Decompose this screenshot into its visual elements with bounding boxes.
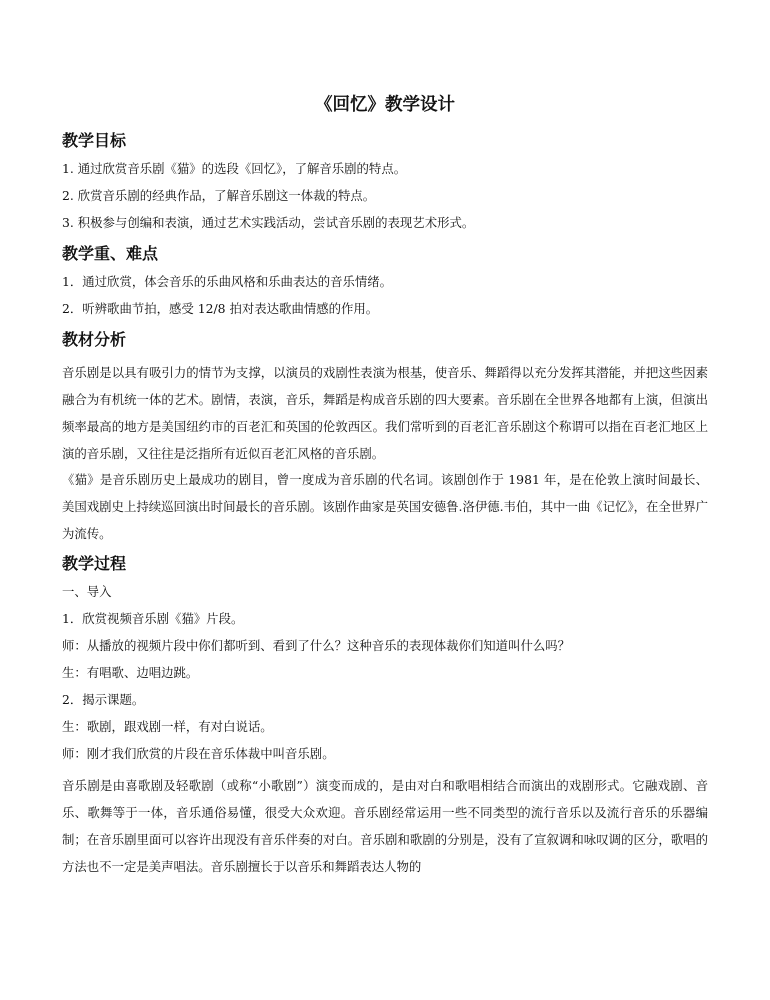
process-line: 一、导入 bbox=[62, 584, 112, 599]
process-line: 生：有唱歌、边唱边跳。 bbox=[62, 665, 199, 680]
section-heading-process: 教学过程 bbox=[62, 554, 127, 573]
analysis-paragraph: 《猫》是音乐剧历史上最成功的剧目，曾一度成为音乐剧的代名词。该剧创作于 1981 年，是在伦敦上演时间最长、美国戏剧史上持续巡回演出时间最长的音乐剧。该剧作曲家是英国安德鲁.洛伊德.韦伯，其中一曲《记忆》，在全世界广为流传。 bbox=[62, 472, 708, 541]
process-paragraph: 音乐剧是由喜歌剧及轻歌剧（或称“小歌剧”）演变而成的，是由对白和歌唱相结合而演出的戏剧形式。它融戏剧、音乐、歌舞等于一体，音乐通俗易懂，很受大众欢迎。音乐剧经常运用一些不同类型的流行音乐以及流行音乐的乐器编制；在音乐剧里面可以容许出现没有音乐伴奏的对白。音乐剧和歌剧的分别是，没有了宣叙调和咏叹调的区分，歌唱的方法也不一定是美声唱法。音乐剧擅长于以音乐和舞蹈表达人物的 bbox=[62, 778, 708, 874]
process-line: 师：从播放的视频片段中你们都听到、看到了什么？这种音乐的表现体裁你们知道叫什么吗？ bbox=[62, 638, 571, 653]
document-title: 《回忆》教学设计 bbox=[315, 95, 455, 115]
objective-item: 3. 积极参与创编和表演，通过艺术实践活动，尝试音乐剧的表现艺术形式。 bbox=[62, 215, 475, 230]
objective-item: 2. 欣赏音乐剧的经典作品，了解音乐剧这一体裁的特点。 bbox=[62, 188, 376, 203]
process-line: 2．揭示课题。 bbox=[62, 692, 145, 707]
process-line: 师：刚才我们欣赏的片段在音乐体裁中叫音乐剧。 bbox=[62, 746, 335, 761]
section-heading-key-points: 教学重、难点 bbox=[62, 244, 159, 263]
key-point-item: 2．听辨歌曲节拍，感受 12/8 拍对表达歌曲情感的作用。 bbox=[62, 301, 379, 316]
process-line: 1．欣赏视频音乐剧《猫》片段。 bbox=[62, 611, 244, 626]
objective-item: 1. 通过欣赏音乐剧《猫》的选段《回忆》，了解音乐剧的特点。 bbox=[62, 161, 407, 176]
key-point-item: 1．通过欣赏，体会音乐的乐曲风格和乐曲表达的音乐情绪。 bbox=[62, 274, 393, 289]
analysis-paragraph: 音乐剧是以具有吸引力的情节为支撑，以演员的戏剧性表演为根基，使音乐、舞蹈得以充分发挥其潜能，并把这些因素融合为有机统一体的艺术。剧情，表演，音乐，舞蹈是构成音乐剧的四大要素。音乐剧在全世界各地都有上演，但演出频率最高的地方是美国纽约市的百老汇和英国的伦敦西区。我们常听到的百老汇音乐剧这个称谓可以指在百老汇地区上演的音乐剧，又往往是泛指所有近似百老汇风格的音乐剧。 bbox=[62, 365, 708, 461]
process-line: 生：歌剧，跟戏剧一样，有对白说话。 bbox=[62, 719, 273, 734]
section-heading-analysis: 教材分析 bbox=[62, 330, 127, 349]
section-heading-objectives: 教学目标 bbox=[62, 131, 127, 150]
